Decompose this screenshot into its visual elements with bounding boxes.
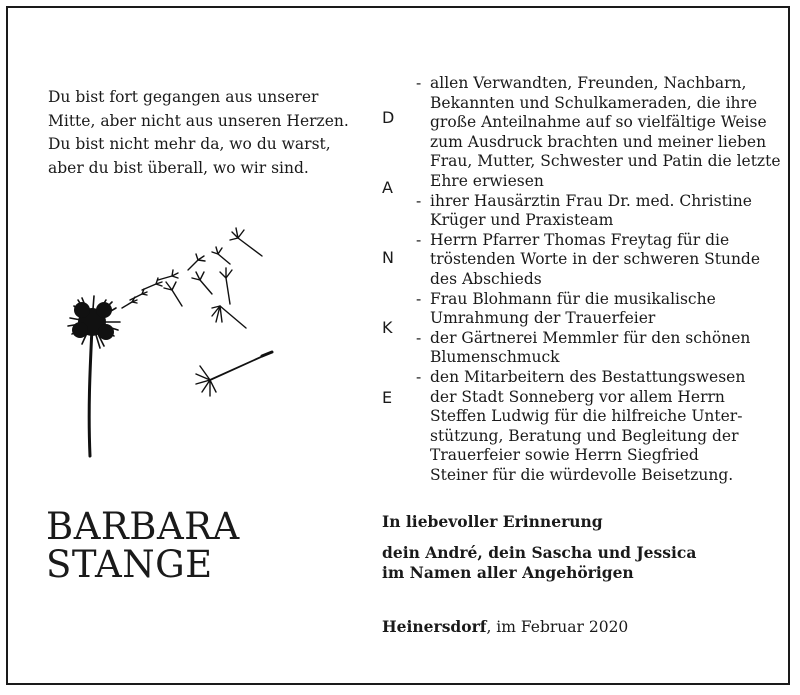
thanks-item: [416, 74, 781, 192]
danke-letter: E: [382, 388, 393, 407]
thanks-item: [416, 368, 766, 486]
family-line: im Namen aller Angehörigen: [382, 563, 634, 582]
memory-line: [382, 512, 603, 532]
thanks-line: stützung, Beratung und Begleitung der: [430, 426, 739, 445]
danke-letter: A: [382, 178, 393, 197]
thanks-line: Krüger und Praxisteam: [430, 211, 614, 230]
place-date: [382, 617, 628, 637]
first-name: BARBARA: [46, 505, 240, 548]
thanks-item: [416, 192, 766, 231]
list-dash: -: [416, 289, 422, 308]
deceased-name: [46, 505, 240, 586]
thanks-list: [416, 74, 781, 485]
thanks-line: Blumenschmuck: [430, 348, 560, 367]
poem: [48, 86, 348, 180]
list-dash: -: [416, 367, 422, 386]
danke-letter: D: [382, 108, 395, 127]
thanks-line: Herrn Pfarrer Thomas Freytag für die: [430, 230, 730, 249]
poem-line: Du bist fort gegangen aus unserer: [48, 88, 319, 106]
thanks-item: [416, 329, 766, 368]
date: , im Februar 2020: [486, 618, 629, 636]
thanks-line: tröstenden Worte in der schweren Stunde: [430, 250, 761, 269]
thanks-line: der Stadt Sonneberg vor allem Herrn: [430, 387, 725, 406]
thanks-line: des Abschieds: [430, 269, 542, 288]
poem-line: Du bist nicht mehr da, wo du warst,: [48, 135, 331, 153]
list-dash: -: [416, 230, 422, 249]
list-dash: -: [416, 191, 422, 210]
town: Heinersdorf: [382, 617, 487, 636]
thanks-line: Steffen Ludwig für die hilfreiche Unter-: [430, 407, 743, 426]
list-dash: -: [416, 74, 422, 92]
danke-letter: N: [382, 248, 394, 267]
thanks-line: der Gärtnerei Memmler für den schönen: [430, 328, 751, 347]
danke-letter: K: [382, 318, 393, 337]
thanks-item: [416, 231, 766, 290]
memory-text: In liebevoller Erinnerung: [382, 512, 603, 531]
list-dash: -: [416, 328, 422, 347]
thanks-line: allen Verwandten, Freunden, Nachbarn,: [430, 74, 747, 92]
family-line: dein André, dein Sascha und Jessica: [382, 543, 697, 562]
thanks-line: Trauerfeier sowie Herrn Siegfried: [430, 446, 699, 465]
dandelion-illustration: [60, 210, 290, 460]
thanks-line: Frau Blohmann für die musikalische: [430, 289, 716, 308]
thanks-line: ihrer Hausärztin Frau Dr. med. Christine: [430, 191, 752, 210]
thanks-line: zum Ausdruck brachten und meiner lieben: [430, 132, 767, 151]
thanks-line: große Anteilnahme auf so vielfältige Weise: [430, 113, 767, 132]
thanks-line: Steiner für die würdevolle Beisetzung.: [430, 465, 734, 484]
thanks-line: Frau, Mutter, Schwester und Patin die letzte: [430, 152, 781, 171]
thanks-line: den Mitarbeitern des Bestattungswesen: [430, 367, 746, 386]
thanks-line: Bekannten und Schulkameraden, die ihre: [430, 93, 758, 112]
family-signature: [382, 543, 696, 583]
thanks-line: Ehre erwiesen: [430, 171, 544, 190]
poem-line: aber du bist überall, wo wir sind.: [48, 158, 309, 177]
last-name: STANGE: [46, 543, 213, 586]
thanks-line: Umrahmung der Trauerfeier: [430, 309, 656, 328]
poem-line: Mitte, aber nicht aus unseren Herzen.: [48, 111, 349, 130]
thanks-item: [416, 290, 766, 329]
